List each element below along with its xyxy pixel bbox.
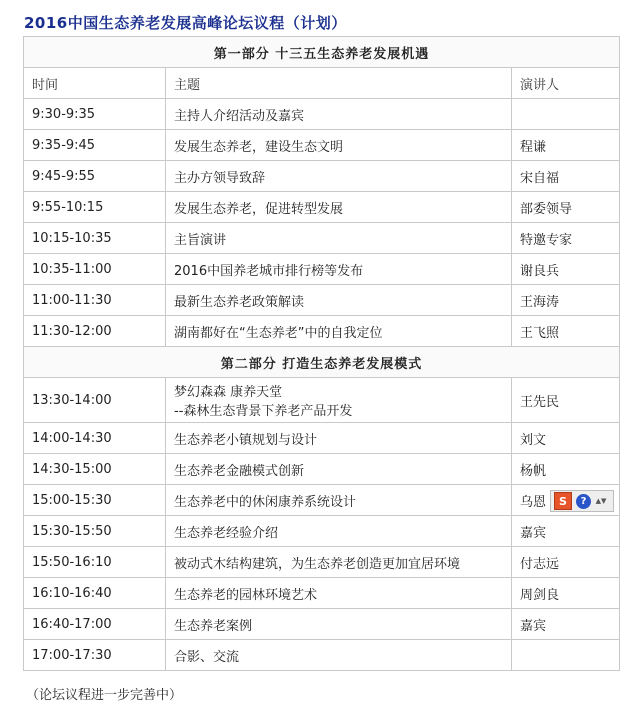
row-time: 9:30-9:35 <box>24 99 166 130</box>
row-time: 10:35-11:00 <box>24 254 166 285</box>
table-row <box>24 640 620 671</box>
row-time: 17:00-17:30 <box>24 640 166 671</box>
table-row <box>24 316 620 347</box>
row-speaker: 乌恩 <box>512 485 620 516</box>
section-1-title: 第一部分 十三五生态养老发展机遇 <box>24 37 620 68</box>
row-time: 15:00-15:30 <box>24 485 166 516</box>
row-speaker: 王飞照 <box>512 316 620 347</box>
row-time: 9:55-10:15 <box>24 192 166 223</box>
row-topic: 生态养老的园林环境艺术 <box>166 578 512 609</box>
table-row <box>24 454 620 485</box>
row-speaker: 部委领导 <box>512 192 620 223</box>
row-speaker <box>512 640 620 671</box>
row-speaker: 周剑良 <box>512 578 620 609</box>
col-time-header: 时间 <box>24 68 166 99</box>
row-speaker: 刘文 <box>512 423 620 454</box>
row-time: 11:00-11:30 <box>24 285 166 316</box>
row-time: 16:10-16:40 <box>24 578 166 609</box>
row-topic: 生态养老小镇规划与设计 <box>166 423 512 454</box>
row-time: 9:35-9:45 <box>24 130 166 161</box>
row-speaker: 王海涛 <box>512 285 620 316</box>
table-row <box>24 130 620 161</box>
row-time: 9:45-9:55 <box>24 161 166 192</box>
row-topic: 发展生态养老，促进转型发展 <box>166 192 512 223</box>
row-time: 14:00-14:30 <box>24 423 166 454</box>
row-speaker: 王先民 <box>512 378 620 423</box>
table-row <box>24 99 620 130</box>
row-speaker: 杨帆 <box>512 454 620 485</box>
column-header-row <box>24 68 620 99</box>
row-speaker: 程谦 <box>512 130 620 161</box>
table-row <box>24 285 620 316</box>
footnote: （论坛议程进一步完善中） <box>26 688 183 703</box>
row-speaker <box>512 99 620 130</box>
table-row <box>24 423 620 454</box>
table-row <box>24 223 620 254</box>
page-title: 2016中国生态养老发展高峰论坛议程（计划） <box>24 14 347 32</box>
table-row <box>24 547 620 578</box>
row-speaker: 谢良兵 <box>512 254 620 285</box>
agenda-table <box>23 36 620 671</box>
row-time: 15:50-16:10 <box>24 547 166 578</box>
table-row <box>24 161 620 192</box>
table-row <box>24 192 620 223</box>
row-topic: 生态养老金融模式创新 <box>166 454 512 485</box>
table-row <box>24 516 620 547</box>
row-topic: 生态养老中的休闲康养系统设计 <box>166 485 512 516</box>
row-topic: 生态养老经验介绍 <box>166 516 512 547</box>
table-row <box>24 578 620 609</box>
row-topic: 主旨演讲 <box>166 223 512 254</box>
table-row <box>24 378 620 423</box>
row-topic: 主持人介绍活动及嘉宾 <box>166 99 512 130</box>
help-icon[interactable]: ? <box>576 494 591 509</box>
row-topic: 湖南都好在“生态养老”中的自我定位 <box>166 316 512 347</box>
row-time: 15:30-15:50 <box>24 516 166 547</box>
table-row <box>24 609 620 640</box>
row-topic: 发展生态养老，建设生态文明 <box>166 130 512 161</box>
row-time: 10:15-10:35 <box>24 223 166 254</box>
dropdown-arrows-icon[interactable]: ▲▼ <box>595 496 607 505</box>
row-time: 16:40-17:00 <box>24 609 166 640</box>
section-2-header <box>24 347 620 378</box>
col-speaker-header: 演讲人 <box>512 68 620 99</box>
row-topic: 最新生态养老政策解读 <box>166 285 512 316</box>
row-topic: 被动式木结构建筑，为生态养老创造更加宜居环境 <box>166 547 512 578</box>
row-speaker: 付志远 <box>512 547 620 578</box>
row-speaker: 嘉宾 <box>512 516 620 547</box>
row-speaker: 特邀专家 <box>512 223 620 254</box>
table-row <box>24 254 620 285</box>
floating-toolbar <box>550 490 614 512</box>
section-2-title: 第二部分 打造生态养老发展模式 <box>24 347 620 378</box>
table-row <box>24 485 620 516</box>
row-time: 11:30-12:00 <box>24 316 166 347</box>
row-speaker: 嘉宾 <box>512 609 620 640</box>
row-topic-main: 梦幻森森 康养天堂 <box>174 385 283 400</box>
row-topic: 合影、交流 <box>166 640 512 671</box>
col-topic-header: 主题 <box>166 68 512 99</box>
row-time: 13:30-14:00 <box>24 378 166 423</box>
row-topic-sub: --森林生态背景下养老产品开发 <box>174 404 353 419</box>
row-speaker: 宋自福 <box>512 161 620 192</box>
row-topic: 生态养老案例 <box>166 609 512 640</box>
row-topic <box>166 378 512 423</box>
row-topic: 主办方领导致辞 <box>166 161 512 192</box>
row-topic: 2016中国养老城市排行榜等发布 <box>166 254 512 285</box>
section-1-header <box>24 37 620 68</box>
s-logo-icon[interactable]: S <box>554 492 572 510</box>
row-time: 14:30-15:00 <box>24 454 166 485</box>
